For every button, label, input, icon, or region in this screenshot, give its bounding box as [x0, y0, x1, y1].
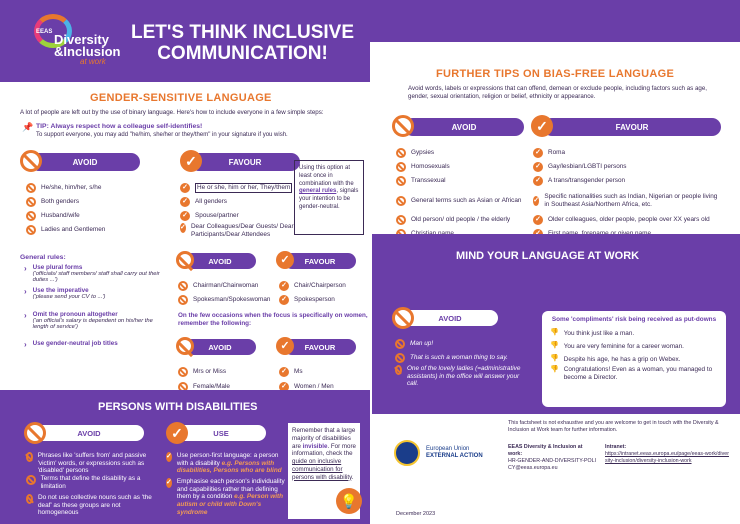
avoid-icon — [395, 365, 402, 375]
list-item: ✓ A trans/transgender person — [533, 174, 723, 188]
jobs-favour-list — [279, 279, 369, 307]
avoid-icon — [176, 337, 194, 355]
logo-line1: Diversity — [54, 32, 109, 47]
globe-icon — [394, 440, 420, 466]
avoid-icon — [396, 162, 406, 172]
rule-item: › Use plural forms ('officials/ staff members/ staff shall carry out their duties ...') — [24, 264, 164, 287]
list-item: ✓ Chair/Chairperson — [279, 279, 369, 293]
gender-favour-label: FAVOUR — [228, 157, 262, 167]
avoid-icon — [395, 353, 405, 363]
thumbs-down-icon: 👎 — [550, 366, 559, 373]
list-item: Do not use collective nouns such as 'the deaf' as these groups are not homogeneous — [26, 494, 158, 517]
disabilities-title: PERSONS WITH DISABILITIES — [98, 401, 258, 413]
list-item: Man up! — [395, 337, 525, 351]
rule-item: › Use gender-neutral job titles — [24, 340, 118, 349]
tip-title: TIP: Always respect how a colleague self-identifies! — [36, 123, 203, 130]
avoid-icon — [178, 295, 188, 305]
list-item: ✓ Specific nationalities such as Indian, Nigerian or people living in Southeast Asia/Northern Africa, etc. — [533, 192, 718, 208]
tips-avoid-header: AVOID — [392, 113, 524, 139]
logo-eeas: EEAS — [36, 29, 53, 35]
chevron-right-icon: › — [24, 311, 27, 320]
gender-avoid-label: AVOID — [72, 157, 98, 167]
check-icon: ✓ — [166, 453, 172, 460]
list-item: One of the lovely ladies (=administrative assistants) in the office will answer your call. — [395, 365, 525, 388]
pin-icon: 📌 — [22, 122, 34, 132]
list-item: Transsexual — [396, 174, 526, 188]
check-icon: ✓ — [180, 224, 186, 231]
gender-avoid-header — [20, 148, 140, 174]
check-icon: ✓ — [533, 176, 543, 186]
list-item: Husband/wife — [26, 209, 166, 223]
list-item: Old person/ old people / the elderly — [396, 213, 526, 227]
list-item: 👎 You think just like a man. — [550, 329, 635, 337]
list-item: ✓ Use person-first language: a person with a disability e.g. Persons with disabilities, Persons who are blind — [166, 452, 282, 475]
check-icon: ✓ — [279, 281, 289, 291]
check-icon: ✓ — [533, 148, 543, 158]
invisible-link: invisible — [302, 442, 328, 450]
gender-favour-list — [180, 181, 300, 245]
avoid-icon — [178, 367, 188, 377]
gender-title: GENDER-SENSITIVE LANGUAGE — [90, 92, 272, 104]
check-icon: ✓ — [276, 337, 294, 355]
list-item: Mrs or Miss — [178, 364, 278, 379]
header-band-right — [370, 0, 740, 42]
check-icon: ✓ — [533, 196, 540, 204]
list-item: Homosexuals — [396, 160, 526, 174]
contact-block — [508, 444, 598, 472]
footer-note: This factsheet is not exhaustive and you are welcome to get in touch with the Diversity & Inclusion at Work team for further information. — [508, 420, 719, 434]
women-avoid-header: AVOID — [176, 336, 256, 358]
list-item: He/she, him/her, s/he — [26, 181, 166, 195]
list-item: Spokesman/Spokeswoman — [178, 293, 278, 307]
check-icon: ✓ — [279, 382, 289, 392]
list-item: ✓ Gay/lesbian/LGBTI persons — [533, 160, 723, 174]
check-icon: ✓ — [180, 211, 190, 221]
avoid-icon — [26, 475, 36, 485]
list-item: Female/Male — [178, 379, 278, 394]
list-item: Both genders — [26, 195, 166, 209]
tips-favour-header: FAVOUR ✓ — [531, 113, 721, 139]
logo — [30, 12, 120, 70]
compliments-title: Some 'compliments' risk being received as put-downs — [551, 316, 717, 323]
main-title-line1: LET'S THINK INCLUSIVE — [130, 22, 355, 43]
mind-title: MIND YOUR LANGUAGE AT WORK — [456, 250, 640, 262]
avoid-icon — [26, 225, 36, 235]
list-item: ✓ He or she, him or her, They/them — [180, 181, 300, 195]
list-item: Phrases like 'suffers from' and passive 'victim' words, or expressions such as 'disabled' persons — [26, 452, 158, 475]
contact-email[interactable]: HR-GENDER-AND-DIVERSITY-POLICY@eeas.europa.eu — [508, 457, 597, 471]
callout-box: Using this option at least once in combination with the general rules, signals your intention to be gender-neutral. — [294, 160, 364, 235]
list-item: ✓ Emphasise each person's individuality and capabilities rather than defining them by a condition e.g. Person with autism or child with Down's syndrome — [166, 478, 285, 516]
thumbs-down-icon: 👎 — [550, 342, 559, 350]
dis-avoid-header: AVOID — [24, 421, 144, 445]
list-item: ✓ Older colleagues, older people, people over XX years old — [533, 213, 723, 227]
eu-line2: EXTERNAL ACTION — [426, 453, 483, 459]
contact-title: EEAS Diversity & Inclusion at work: — [508, 444, 583, 457]
list-item: 👎 You are very feminine for a career woman. — [550, 342, 684, 350]
list-item: Terms that define the disability as a limitation — [26, 475, 158, 494]
gender-favour-header — [180, 148, 300, 174]
list-item: ✓ Spouse/partner — [180, 209, 300, 223]
dis-use-list — [166, 452, 286, 516]
check-icon: ✓ — [279, 295, 289, 305]
footer-date: December 2023 — [396, 511, 436, 517]
avoid-icon — [26, 197, 36, 207]
avoid-icon — [176, 251, 194, 269]
list-item: General terms such as Asian or African — [396, 188, 526, 213]
list-item: ✓ Spokesperson — [279, 293, 369, 307]
list-item: That is such a woman thing to say. — [395, 351, 525, 365]
tips-avoid-list — [396, 146, 526, 241]
jobs-favour-header: FAVOUR ✓ — [276, 250, 356, 272]
gender-avoid-list — [26, 181, 166, 237]
check-icon: ✓ — [180, 183, 190, 193]
eu-line1: European Union — [426, 445, 470, 452]
rule-item: › Use the imperative ('please send your CV to ...') — [24, 287, 164, 311]
avoid-icon — [396, 196, 406, 206]
few-occasions-text: On the few occasions when the focus is specifically on women, remember the following: — [178, 312, 368, 328]
compliments-box — [542, 311, 726, 407]
check-icon: ✓ — [166, 479, 172, 486]
remember-box: Remember that a large majority of disabilities are invisible. For more information, check the guide on inclusive communication for persons with disability. — [288, 423, 360, 519]
check-icon: ✓ — [180, 197, 190, 207]
tips-favour-list — [533, 146, 723, 241]
avoid-icon — [178, 281, 188, 291]
avoid-icon — [20, 150, 42, 172]
mind-avoid-list — [395, 337, 525, 388]
logo-line3: at work — [80, 57, 106, 66]
main-title — [130, 22, 355, 64]
dis-use-header: USE ✓ — [166, 421, 266, 445]
rules-list — [24, 264, 164, 349]
intranet-block — [605, 444, 730, 465]
check-icon: ✓ — [533, 162, 543, 172]
lightbulb-icon: 💡 — [336, 488, 362, 514]
thumbs-down-icon: 👎 — [550, 355, 559, 363]
check-icon: ✓ — [276, 251, 294, 269]
check-icon: ✓ — [166, 422, 188, 444]
avoid-icon — [396, 148, 406, 158]
avoid-icon — [26, 211, 36, 221]
dis-avoid-list — [26, 452, 158, 517]
chevron-right-icon: › — [24, 340, 27, 349]
thumbs-down-icon: 👎 — [550, 329, 559, 337]
avoid-icon — [26, 183, 36, 193]
avoid-icon — [24, 422, 46, 444]
chevron-right-icon: › — [24, 287, 27, 296]
avoid-icon — [396, 215, 406, 225]
check-icon: ✓ — [279, 367, 289, 377]
intranet-link[interactable]: https://intranet.eeas.europa.eu/page/eeas-work/diversity-inclusion/diversity-inclusion-work — [605, 450, 729, 464]
jobs-avoid-header: AVOID — [176, 250, 256, 272]
tips-intro: Avoid words, labels or expressions that can offend, demean or exclude people, including factors such as age, gender, sexual orientation, religion or belief, ethnicity or appearance. — [408, 85, 708, 101]
list-item: 👎 Despite his age, he has a grip on Webex. — [550, 355, 681, 363]
check-icon: ✓ — [533, 215, 543, 225]
list-item: Ladies and Gentlemen — [26, 223, 166, 237]
avoid-icon — [396, 176, 406, 186]
rules-title: General rules: — [20, 254, 66, 261]
guide-link[interactable]: guide on inclusive communication for persons with disability — [292, 458, 352, 481]
chevron-right-icon: › — [24, 264, 27, 273]
tip-text: To support everyone, you may add "he/him, she/her or they/them" in your signature if you wish. — [36, 132, 288, 138]
list-item: ✓ Ms — [279, 364, 369, 379]
check-icon: ✓ — [180, 150, 202, 172]
avoid-icon — [26, 494, 33, 504]
list-item: Chairman/Chairwoman — [178, 279, 278, 293]
avoid-icon — [392, 115, 414, 137]
mind-avoid-header: AVOID — [392, 306, 498, 330]
list-item: ✓ Roma — [533, 146, 723, 160]
list-item: ✓ Women / Men — [279, 379, 369, 394]
logo-line2: &Inclusion — [54, 44, 121, 59]
list-item: 👎 Congratulations! Even as a woman, you managed to become a Director. — [550, 366, 713, 381]
general-rules-link[interactable]: general rules — [299, 188, 337, 195]
avoid-icon — [395, 339, 405, 349]
tips-title: FURTHER TIPS ON BIAS-FREE LANGUAGE — [436, 68, 675, 80]
main-title-line2: COMMUNICATION! — [157, 43, 328, 64]
list-item: ✓ All genders — [180, 195, 300, 209]
eu-logo — [394, 440, 483, 466]
list-item: ✓ Dear Colleagues/Dear Guests/ Dear Participants/Dear Attendees — [180, 223, 294, 238]
list-item: Gypsies — [396, 146, 526, 160]
rule-item: › Omit the pronoun altogether ('an official's salary is dependent on his/her the length of service') — [24, 311, 164, 340]
intranet-title: Intranet: — [605, 444, 627, 450]
avoid-icon — [26, 452, 33, 462]
women-favour-header: FAVOUR ✓ — [276, 336, 356, 358]
jobs-avoid-list — [178, 279, 278, 307]
check-icon: ✓ — [531, 115, 553, 137]
gender-intro: A lot of people are left out by the use of binary language. Here's how to include everyone in a few simple steps: — [20, 109, 324, 116]
avoid-icon — [392, 307, 414, 329]
